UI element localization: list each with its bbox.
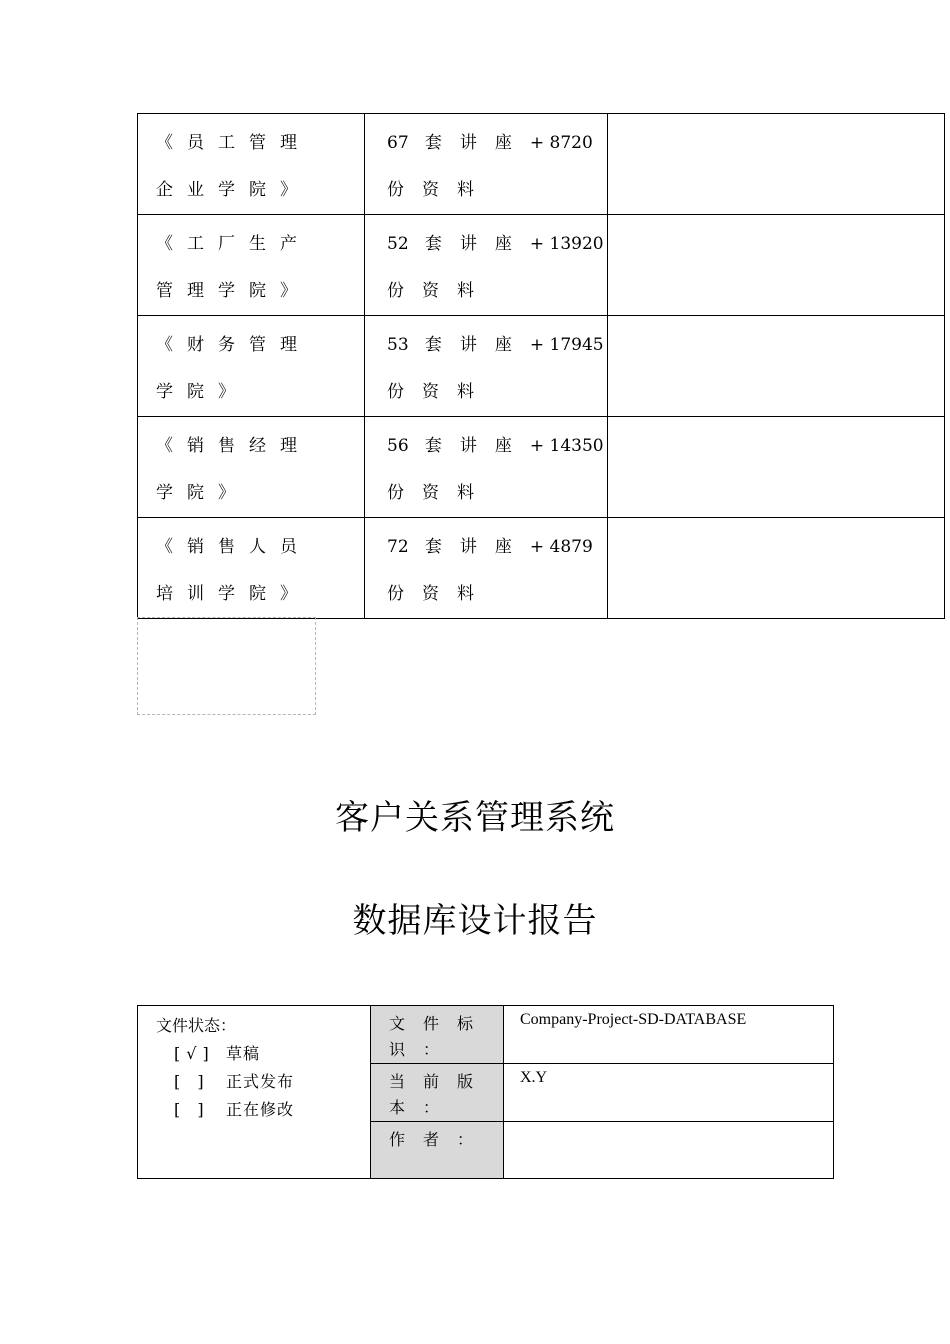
material-unit: 份资料 [387, 483, 492, 503]
lecture-unit: 套讲座 [424, 335, 530, 355]
material-unit: 份资料 [387, 584, 492, 604]
course-name-line: 《销售经理 [156, 436, 311, 456]
lecture-count: 72 [387, 537, 409, 557]
field-label-cell [371, 1006, 504, 1064]
status-revising [156, 1096, 370, 1124]
table-row [138, 316, 945, 417]
field-label: 文件标识： [389, 1014, 492, 1059]
document-id-value: Company-Project-SD-DATABASE [520, 1011, 747, 1028]
course-spec-cell [365, 114, 608, 215]
course-name-cell [138, 417, 365, 518]
course-name-line: 《财务管理 [156, 335, 311, 355]
document-title: 客户关系管理系统 [335, 798, 615, 838]
course-name-line: 《销售人员 [156, 537, 311, 557]
lecture-count: 56 [387, 436, 409, 456]
document-subtitle: 数据库设计报告 [352, 901, 598, 941]
checkbox-mark: [ ] [174, 1072, 210, 1091]
field-label: 当前版本： [389, 1072, 492, 1117]
course-name-cell [138, 114, 365, 215]
lecture-unit: 套讲座 [424, 436, 530, 456]
field-value-cell [504, 1064, 834, 1122]
lecture-unit: 套讲座 [424, 133, 530, 153]
empty-cell [608, 316, 945, 417]
empty-cell [608, 518, 945, 619]
status-label: 正在修改 [226, 1100, 295, 1119]
course-spec-cell [365, 316, 608, 417]
course-name-line: 管理学院》 [156, 281, 311, 301]
table-row [138, 518, 945, 619]
material-unit: 份资料 [387, 281, 492, 301]
course-name-line: 企业学院》 [156, 180, 311, 200]
checkbox-mark: [ ] [174, 1100, 210, 1119]
empty-cell [608, 114, 945, 215]
logo-placeholder [137, 617, 316, 715]
course-name-line: 培训学院》 [156, 584, 311, 604]
material-unit: 份资料 [387, 180, 492, 200]
course-spec-cell [365, 518, 608, 619]
table-row [138, 215, 945, 316]
table-row [138, 417, 945, 518]
status-draft [156, 1040, 370, 1068]
course-name-line: 《员工管理 [156, 133, 311, 153]
material-count: + 13920 [529, 234, 604, 254]
empty-cell [608, 215, 945, 316]
material-count: + 4879 [529, 537, 593, 557]
course-name-cell [138, 215, 365, 316]
material-count: + 14350 [529, 436, 604, 456]
table-row [138, 1006, 834, 1064]
course-spec-cell [365, 417, 608, 518]
status-label: 正式发布 [226, 1072, 295, 1091]
course-name-cell [138, 316, 365, 417]
course-name-line: 学院》 [156, 382, 249, 402]
field-label: 作者： [389, 1130, 492, 1149]
document-info-table [137, 1005, 834, 1179]
status-cell [138, 1006, 371, 1179]
status-title: 文件状态： [156, 1016, 237, 1035]
material-count: + 17945 [529, 335, 604, 355]
course-table [137, 113, 945, 619]
field-label-cell [371, 1064, 504, 1122]
field-label-cell [371, 1122, 504, 1179]
field-value-cell [504, 1122, 834, 1179]
course-spec-cell [365, 215, 608, 316]
table-row [138, 114, 945, 215]
status-label: 草稿 [226, 1044, 261, 1063]
checkbox-mark: [√] [174, 1044, 215, 1063]
version-value: X.Y [520, 1069, 548, 1086]
lecture-unit: 套讲座 [424, 234, 530, 254]
course-name-line: 《工厂生产 [156, 234, 311, 254]
field-value-cell [504, 1006, 834, 1064]
material-count: + 8720 [529, 133, 593, 153]
material-unit: 份资料 [387, 382, 492, 402]
lecture-count: 52 [387, 234, 409, 254]
lecture-count: 67 [387, 133, 409, 153]
empty-cell [608, 417, 945, 518]
lecture-count: 53 [387, 335, 409, 355]
course-name-cell [138, 518, 365, 619]
status-released [156, 1068, 370, 1096]
lecture-unit: 套讲座 [424, 537, 530, 557]
course-name-line: 学院》 [156, 483, 249, 503]
